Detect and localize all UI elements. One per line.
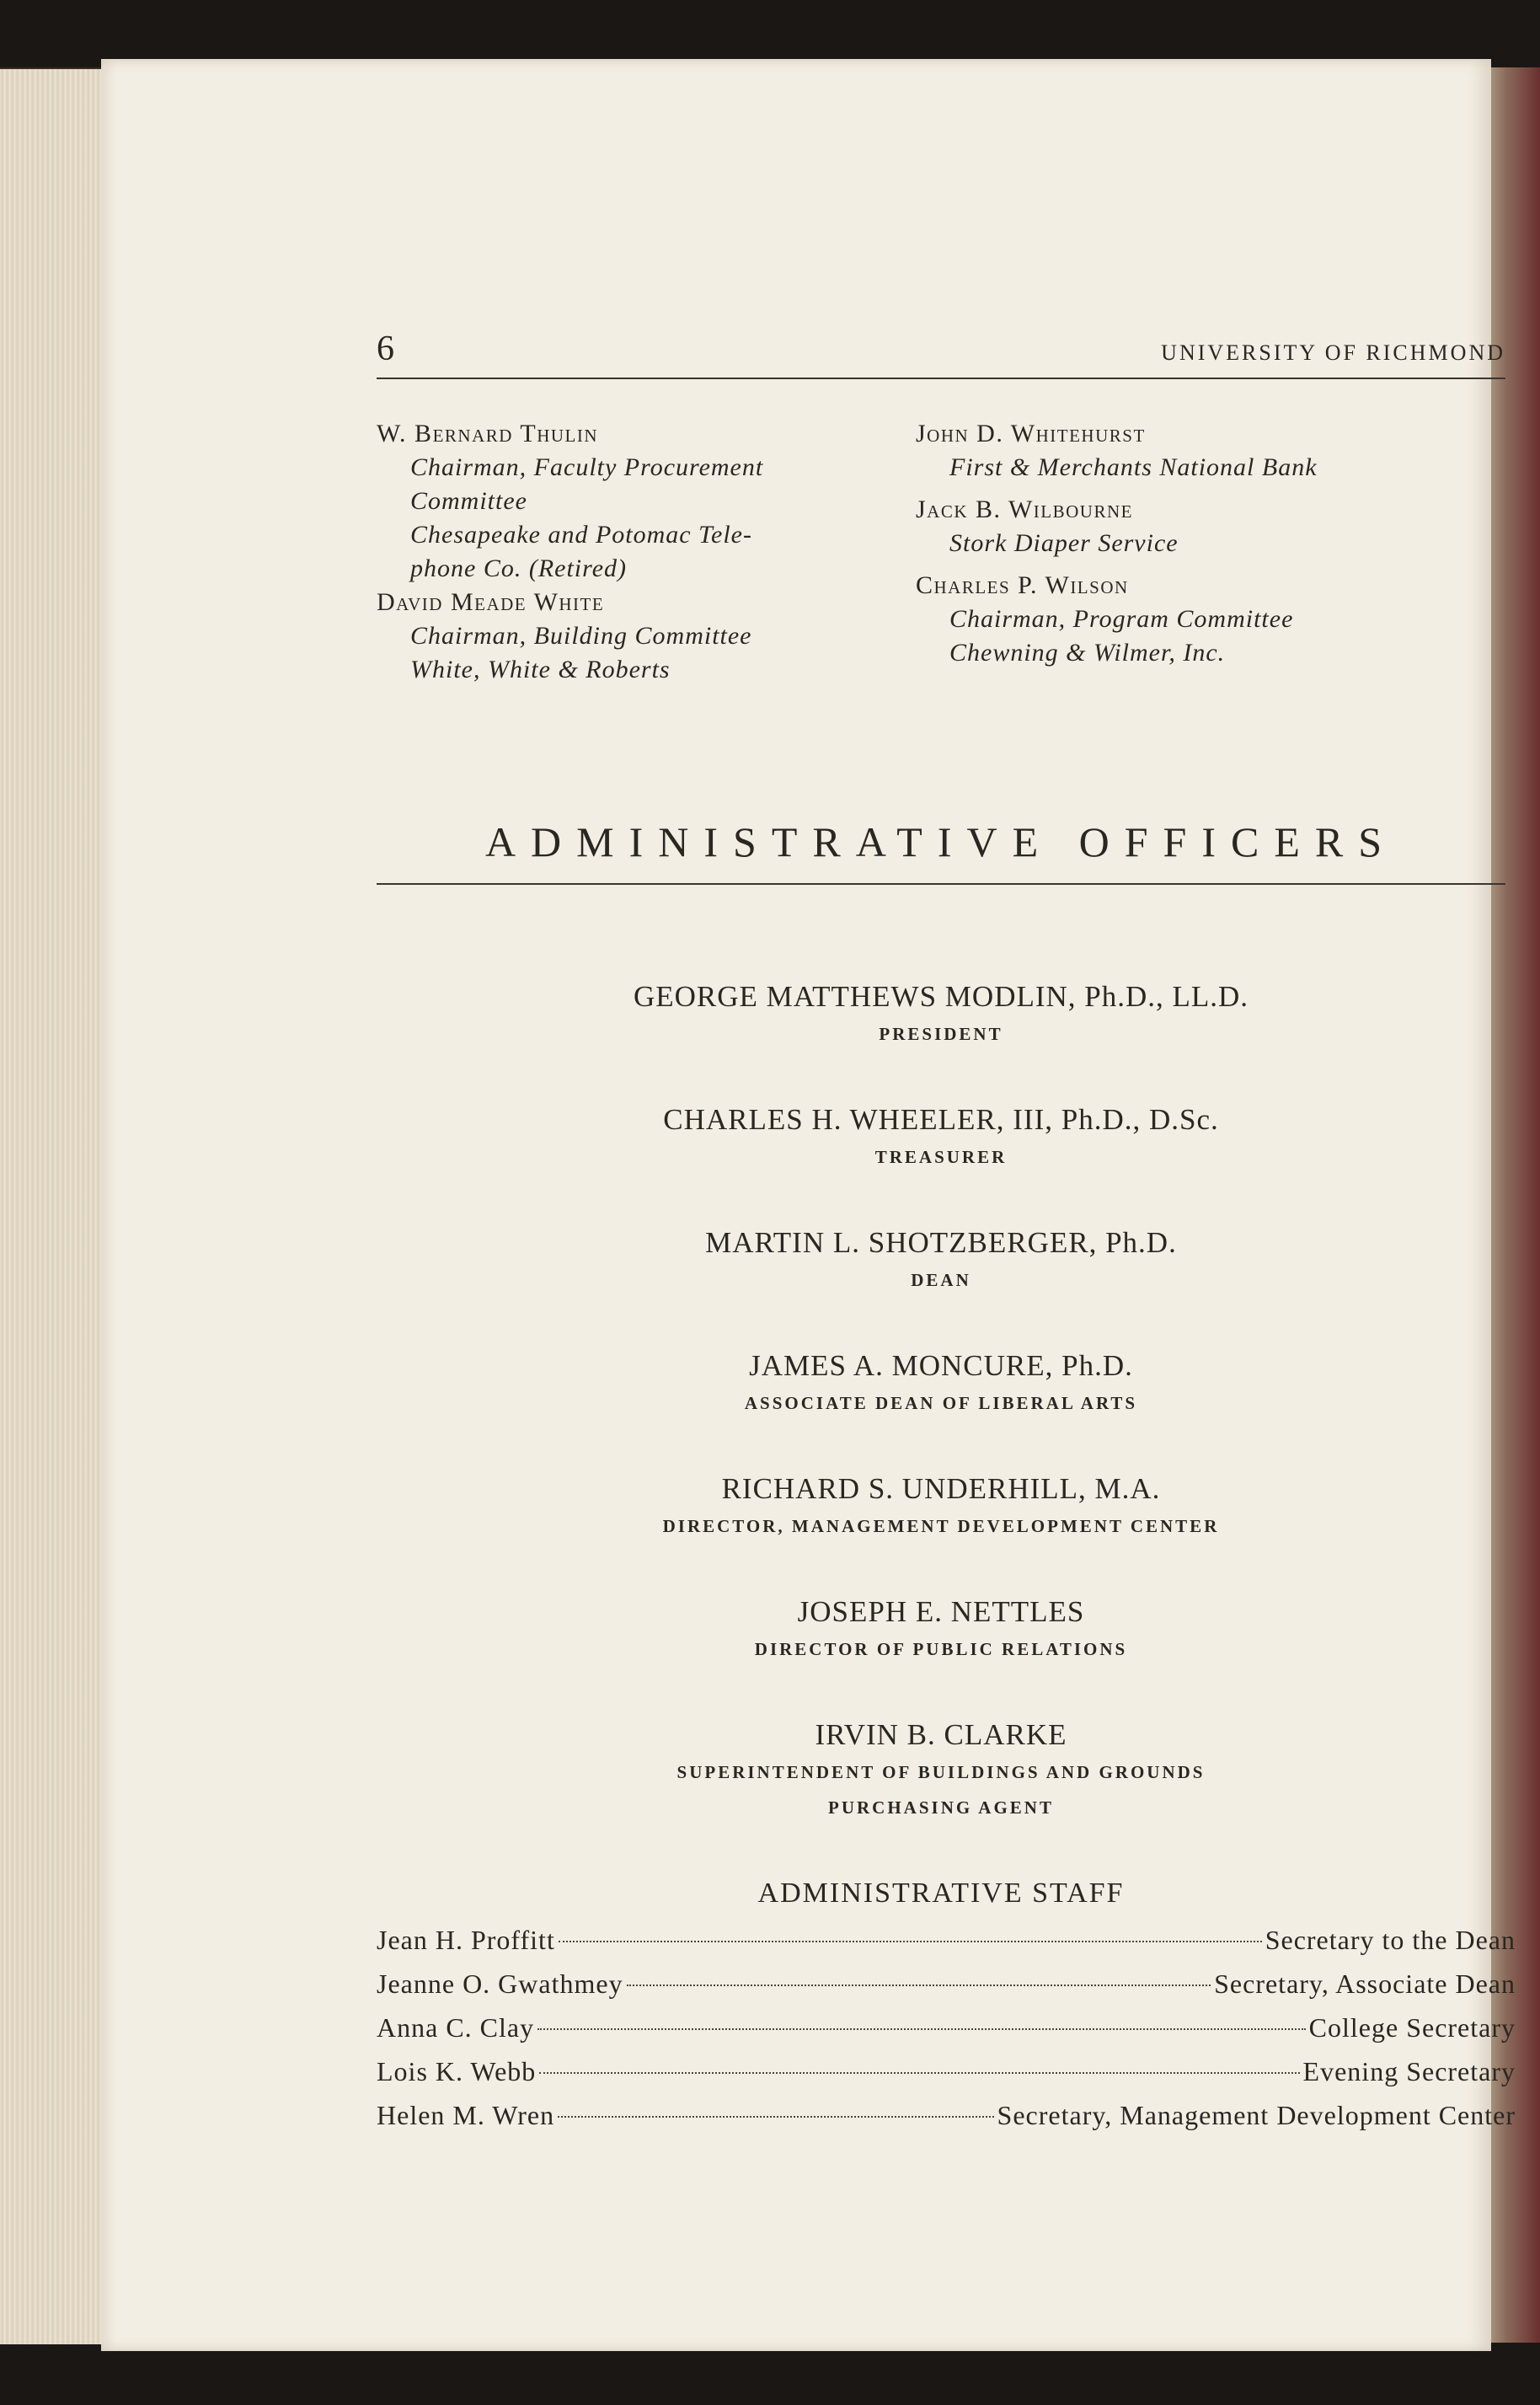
staff-name: Jean H. Proffitt bbox=[377, 1925, 555, 1955]
staff-name: Jeanne O. Gwathmey bbox=[377, 1968, 623, 1999]
staff-row bbox=[377, 2056, 1516, 2100]
staff-row bbox=[377, 2012, 1516, 2056]
page-number: 6 bbox=[377, 329, 394, 368]
trustee-detail: Chairman, Faculty Procurement bbox=[410, 453, 764, 481]
trustee-name: Charles P. Wilson bbox=[916, 571, 1129, 599]
officer-entry bbox=[377, 1347, 1505, 1421]
trustee-name: Jack B. Wilbourne bbox=[916, 495, 1133, 523]
left-column bbox=[377, 417, 882, 687]
officer-entry bbox=[377, 978, 1505, 1052]
officer-name: MARTIN L. SHOTZBERGER, Ph.D. bbox=[705, 1226, 1177, 1259]
officer-title: PURCHASING AGENT bbox=[828, 1797, 1054, 1818]
trustee-detail: Chewning & Wilmer, Inc. bbox=[949, 639, 1226, 667]
header-rule bbox=[377, 378, 1505, 379]
staff-name: Anna C. Clay bbox=[377, 2012, 535, 2043]
trustee-entry bbox=[916, 569, 1438, 670]
page-stack-edge bbox=[0, 69, 110, 2344]
officer-entry bbox=[377, 1224, 1505, 1298]
officer-entry bbox=[377, 1470, 1505, 1544]
trustee-entry bbox=[916, 493, 1438, 560]
trustee-detail: Chairman, Building Committee bbox=[410, 622, 752, 650]
trustee-detail: Chairman, Program Committee bbox=[949, 605, 1294, 633]
trustee-detail: White, White & Roberts bbox=[410, 656, 671, 683]
officer-title: SUPERINTENDENT OF BUILDINGS AND GROUNDS bbox=[676, 1762, 1206, 1782]
section-rule bbox=[377, 883, 1505, 885]
trustee-detail: Committee bbox=[410, 487, 527, 515]
running-title: UNIVERSITY OF RICHMOND bbox=[1161, 340, 1505, 365]
trustee-detail: First & Merchants National Bank bbox=[949, 453, 1318, 481]
dot-leader bbox=[627, 1985, 1211, 1986]
officer-title: ASSOCIATE DEAN OF LIBERAL ARTS bbox=[744, 1393, 1138, 1413]
section-title: ADMINISTRATIVE OFFICERS bbox=[484, 818, 1398, 865]
officer-title: DIRECTOR OF PUBLIC RELATIONS bbox=[754, 1639, 1128, 1659]
trustee-entry bbox=[377, 417, 882, 586]
officer-name: JAMES A. MONCURE, Ph.D. bbox=[749, 1349, 1133, 1382]
officer-name: CHARLES H. WHEELER, III, Ph.D., D.Sc. bbox=[663, 1103, 1219, 1136]
trustee-name: W. Bernard Thulin bbox=[377, 420, 599, 447]
staff-name: Lois K. Webb bbox=[377, 2056, 537, 2086]
officer-title: PRESIDENT bbox=[879, 1024, 1003, 1044]
trustee-name: David Meade White bbox=[377, 588, 605, 616]
book-page bbox=[101, 59, 1516, 2351]
dot-leader bbox=[539, 2072, 1299, 2074]
staff-row bbox=[377, 2100, 1516, 2144]
officer-name: IRVIN B. CLARKE bbox=[815, 1718, 1067, 1751]
officer-title: DIRECTOR, MANAGEMENT DEVELOPMENT CENTER bbox=[662, 1516, 1220, 1536]
officer-entry bbox=[377, 1593, 1505, 1667]
staff-role: Secretary to the Dean bbox=[1265, 1925, 1516, 1955]
right-column bbox=[916, 417, 1438, 670]
officer-entry bbox=[377, 1101, 1505, 1175]
running-head bbox=[377, 329, 1505, 379]
officer-title: DEAN bbox=[911, 1270, 971, 1290]
staff-heading: ADMINISTRATIVE STAFF bbox=[757, 1877, 1125, 1909]
staff-row bbox=[377, 1968, 1516, 2012]
staff-list bbox=[377, 1925, 1516, 2144]
dot-leader bbox=[558, 2116, 993, 2118]
dot-leader bbox=[559, 1941, 1262, 1942]
trustee-name: John D. Whitehurst bbox=[916, 420, 1146, 447]
trustee-entry bbox=[916, 417, 1438, 485]
staff-role: Evening Secretary bbox=[1302, 2056, 1516, 2086]
officer-entry bbox=[377, 1716, 1505, 1825]
officer-name: RICHARD S. UNDERHILL, M.A. bbox=[721, 1472, 1161, 1505]
officer-name: JOSEPH E. NETTLES bbox=[797, 1595, 1085, 1628]
staff-role: Secretary, Management Development Center bbox=[997, 2100, 1516, 2130]
dot-leader bbox=[537, 2028, 1306, 2030]
trustee-detail: Chesapeake and Potomac Tele- bbox=[410, 521, 752, 549]
trustee-detail: Stork Diaper Service bbox=[949, 529, 1179, 557]
staff-name: Helen M. Wren bbox=[377, 2100, 555, 2130]
trustee-entry bbox=[377, 586, 882, 687]
staff-role: College Secretary bbox=[1308, 2012, 1516, 2043]
officer-title: TREASURER bbox=[874, 1147, 1008, 1167]
staff-role: Secretary, Associate Dean bbox=[1214, 1968, 1516, 1999]
officer-name: GEORGE MATTHEWS MODLIN, Ph.D., LL.D. bbox=[633, 980, 1249, 1013]
trustee-detail: phone Co. (Retired) bbox=[410, 554, 627, 582]
staff-row bbox=[377, 1925, 1516, 1968]
